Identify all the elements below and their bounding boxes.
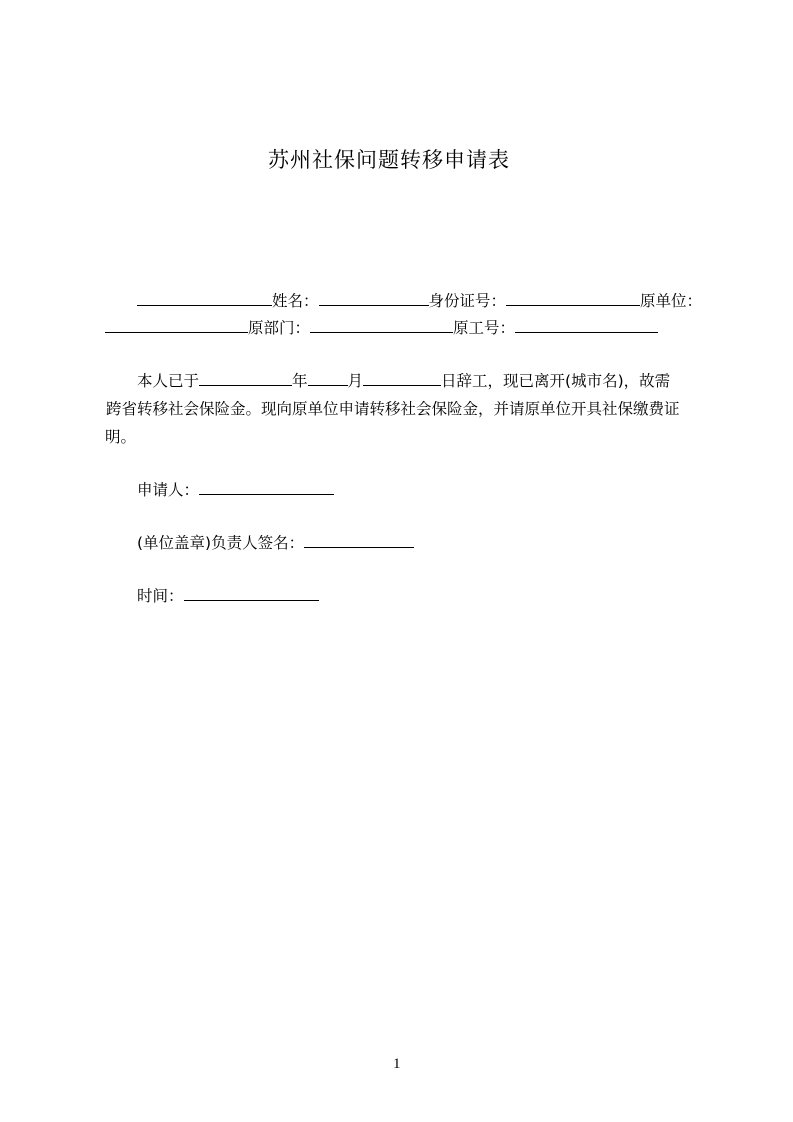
time-label: 时间： bbox=[137, 587, 184, 605]
info-line-1 bbox=[137, 291, 702, 311]
time-blank[interactable] bbox=[184, 586, 319, 601]
time-line bbox=[137, 586, 319, 606]
page-number: 1 bbox=[393, 1056, 401, 1072]
month-label: 月 bbox=[347, 372, 364, 390]
name-label: 姓名： bbox=[272, 292, 319, 310]
name-blank[interactable] bbox=[319, 291, 429, 306]
statement-line-3: 明。 bbox=[105, 428, 137, 446]
original-unit-label: 原单位： bbox=[640, 292, 703, 310]
applicant-line bbox=[137, 480, 334, 500]
original-job-number-label: 原工号： bbox=[453, 319, 516, 337]
year-label: 年 bbox=[292, 372, 308, 390]
resign-year-blank[interactable] bbox=[199, 371, 292, 386]
id-number-blank[interactable] bbox=[506, 291, 640, 306]
unit-sign-label: (单位盖章)负责人签名： bbox=[137, 534, 305, 552]
unit-sign-blank[interactable] bbox=[304, 533, 414, 548]
statement-line-1 bbox=[137, 371, 670, 391]
resign-day-blank[interactable] bbox=[363, 371, 441, 386]
resign-month-blank[interactable] bbox=[308, 371, 348, 386]
unit-sign-line bbox=[137, 533, 414, 553]
original-unit-blank[interactable] bbox=[105, 318, 248, 333]
original-dept-label: 原部门： bbox=[248, 319, 311, 337]
info-line-2 bbox=[105, 318, 658, 338]
statement-day-suffix: 日辞工，现已离开(城市名)，故需 bbox=[441, 372, 671, 390]
blank-prefix[interactable] bbox=[137, 291, 272, 306]
document-title: 苏州社保问题转移申请表 bbox=[268, 148, 510, 172]
applicant-blank[interactable] bbox=[199, 480, 334, 495]
statement-line-2: 跨省转移社会保险金。现向原单位申请转移社会保险金，并请原单位开具社保缴费证 bbox=[106, 400, 680, 418]
original-dept-blank[interactable] bbox=[310, 318, 453, 333]
original-job-number-blank[interactable] bbox=[515, 318, 658, 333]
statement-prefix: 本人已于 bbox=[137, 372, 200, 390]
id-number-label: 身份证号： bbox=[428, 292, 507, 310]
applicant-label: 申请人： bbox=[137, 481, 200, 499]
